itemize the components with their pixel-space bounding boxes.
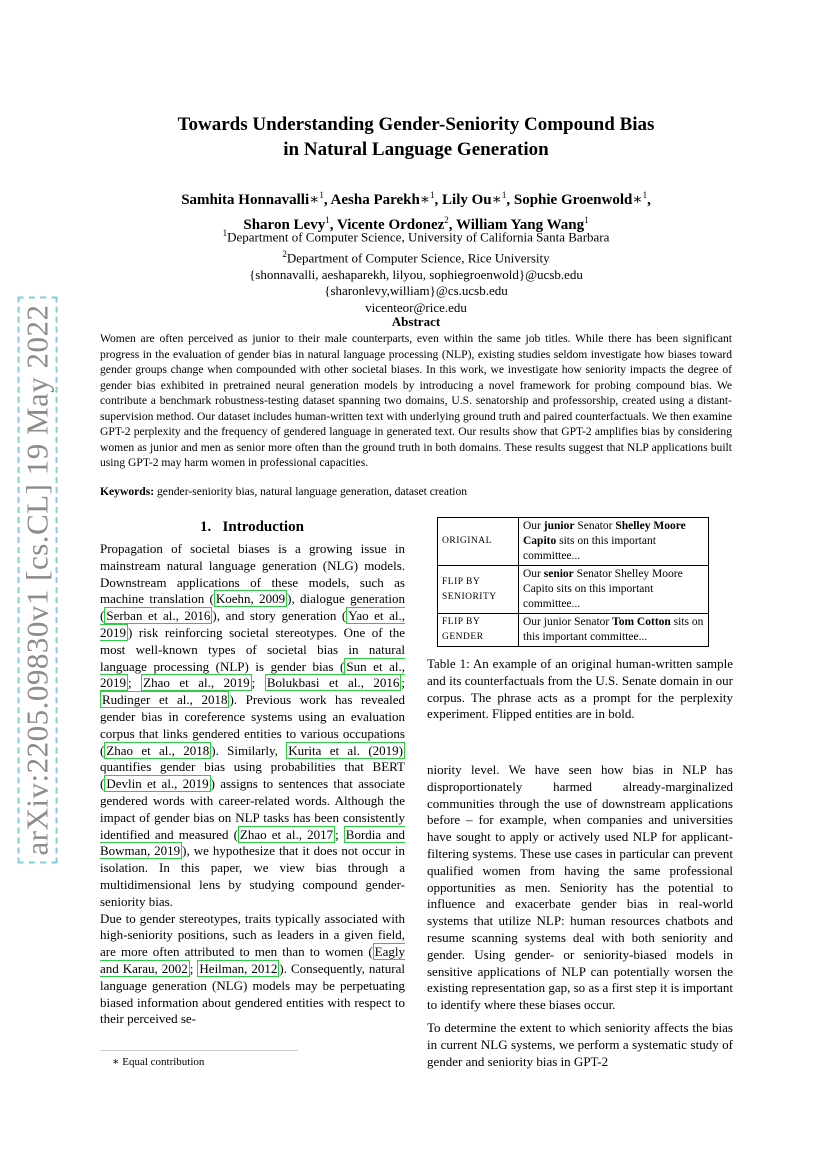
body-text: ), dialogue generation ( (100, 591, 405, 624)
author-name: Aesha Parekh (330, 192, 420, 208)
affiliation-mark: 1 (584, 215, 589, 225)
author-name: Sophie Groenwold (513, 192, 633, 208)
body-text: ; (189, 960, 198, 976)
body-text: ; (335, 826, 344, 842)
affiliation-1: $^1$Department of Computer Science, University of California Santa Barbara (222, 228, 610, 245)
title-line-2: in Natural Language Generation (283, 139, 549, 160)
citation-link[interactable]: Bordia and Bowman, 2019 (100, 826, 405, 859)
section-heading: 1. Introduction (200, 519, 304, 535)
equal-contribution-mark: ∗ (491, 192, 502, 208)
body-text: ), we hypothesize that it does not occur in isolation. In this paper, we view bias through a multidimensional lens by studying compound gender-seniority bias. (100, 843, 405, 909)
right-column (427, 762, 733, 1076)
table-1 (437, 517, 709, 647)
author-line-2: Sharon Levy$^1$, Vicente Ordonez$^2$, William Yang Wang$^1$ (243, 215, 589, 233)
affiliation-mark: 1 (319, 190, 324, 200)
arxiv-identifier: arXiv:2205.09830v1 [cs.CL] 19 May 2022 (16, 322, 60, 838)
right-paragraph-2: To determine the extent to which seniority affects the bias in current NLG systems, we perform a systematic study of gender and seniority bias in GPT-2 (427, 1019, 733, 1069)
body-text: ). Similarly, (211, 742, 287, 758)
table-row-text (519, 614, 709, 647)
intro-paragraph-2 (100, 911, 405, 1029)
citation-link[interactable]: Devlin et al., 2019 (106, 776, 209, 792)
table-row-label: FLIP BY SENIORITY (438, 566, 519, 614)
citation-link[interactable]: Koehn, 2009 (215, 591, 286, 607)
affiliation-mark: 2 (444, 215, 449, 225)
affiliation-mark: 1 (642, 190, 648, 200)
body-text: ) assigns to sentences that associate gendered words with career-related words. Although the impact of gender bias on NLP tasks has been consistently identified and measured ( (100, 776, 405, 842)
citation-link[interactable]: Zhao et al., 2018 (106, 742, 210, 758)
affiliation-2: $^2$Department of Computer Science, Rice University (282, 248, 550, 266)
body-text: ; (251, 675, 265, 691)
table-text: sits on this important committee... (523, 535, 656, 562)
abstract-heading: Abstract (391, 314, 441, 329)
body-text: quantifies gender bias using probabilities that BERT ( (100, 759, 405, 792)
title-line-1: Towards Understanding Gender-Seniority Compound Bias (177, 114, 655, 135)
table-row (438, 614, 709, 647)
flipped-entity: Tom Cotton (612, 616, 671, 628)
table-row-label: FLIP BY GENDER (438, 614, 519, 647)
affiliation-mark: 1 (325, 215, 330, 225)
flipped-entity: senior (543, 568, 574, 580)
citation-link[interactable]: Sun et al., 2019 (100, 658, 405, 691)
keywords-text: gender-seniority bias, natural language generation, dataset creation (154, 485, 468, 498)
author-line-1: Samhita Honnavalli∗$^1$, Aesha Parekh∗$^1$, Lily Ou∗$^1$, Sophie Groenwold∗$^1$, (181, 190, 651, 208)
table-row-label: ORIGINAL (438, 518, 519, 566)
equal-contribution-mark: ∗ (419, 192, 431, 208)
author-name: Lily Ou (442, 192, 492, 208)
body-text: ). Previous work has revealed gender bias in coreference systems using an evaluation corpus that links gendered entities to various occupations ( (100, 692, 405, 758)
citation-link[interactable]: Zhao et al., 2017 (239, 826, 334, 842)
body-text: ; (128, 675, 142, 691)
body-text: ) risk reinforcing societal stereotypes. One of the most well-known types of societal bias in natural language processing (NLP) is gender bias ( (100, 624, 405, 674)
table-text: Senator Shelley Moore Capito sits on this important committee... (523, 568, 683, 610)
email-line-1: {shonnavalli, aeshaparekh, lilyou, sophiegroenwold}@ucsb.edu (249, 266, 583, 282)
body-text: ), and story generation ( (212, 608, 347, 624)
citation-link[interactable]: Serban et al., 2016 (106, 608, 211, 624)
email-line-3: vicenteor@rice.edu (365, 299, 467, 315)
author-name: Samhita Honnavalli (181, 192, 310, 208)
right-paragraph-1: niority level. We have seen how bias in NLP has disproportionately harmed already-marginalized communities through the use of downstream applications before – for example, when companies and universities have sought to apply or actively used NLP for applicant-filtering systems. These use cases in particular can prevent qualified women from having the same professional opportunities as men. Seniority has the potential to influence and exacerbate gender bias in real-world systems that utilize NLP: human resources chatbots and resume scanning systems deal with both seniority and gender. Using gender- or seniority-biased models in sensitive applications of NLP can potentially worsen the existing representation gap, so as a first step it is important to identify where these biases occur. (427, 762, 733, 1013)
citation-link[interactable]: Kurita et al. (2019) (288, 742, 404, 758)
author-name: Vicente Ordonez (336, 217, 445, 233)
body-text: ; (401, 675, 405, 691)
table-text: Our (523, 520, 544, 532)
abstract-text: Women are often perceived as junior to their male counterparts, even within the same job titles. While there has been significant progress in the evaluation of gender bias in natural language processing (NLP), existing studies seldom investigate how biases toward gender groups change when compounded with other societal biases. In this work, we investigate how seniority impacts the degree of gender bias exhibited in pretrained neural generation models by introducing a novel framework for probing compound bias. We contribute a benchmark robustness-testing dataset spanning two domains, U.S. senatorship and professorship, created using a distant-supervision method. Our dataset includes human-written text with underlying ground truth and paired counterfactuals. We then examine GPT-2 perplexity and the frequency of gendered language in generated text. Our results show that GPT-2 amplifies bias by considering women as junior and men as senior more often than the ground truth in both domains. These results suggest that NLP applications built using GPT-2 may harm women in professional capacities. (100, 332, 732, 469)
table-text: sits on this important committee... (523, 616, 704, 643)
table-row (438, 518, 709, 566)
intro-paragraph-1 (100, 541, 405, 911)
citation-link[interactable]: Bolukbasi et al., 2016 (266, 675, 400, 691)
table-text: Senator (574, 520, 616, 532)
table-text: Our junior Senator (523, 616, 613, 628)
author-name: William Yang Wang (456, 217, 585, 233)
email-line-2: {sharonlevy,william}@cs.ucsb.edu (324, 283, 508, 299)
table-caption: Table 1: An example of an original human-written sample and its counterfactuals from the U.S. Senate domain in our corpus. The phrase acts as a prompt for the perplexity experiment. Flipped entities are in bold. (427, 656, 733, 722)
body-text: Propagation of societal biases is a growing issue in mainstream natural language generation (NLG) models. Downstream applications of these models, such as machine translation ( (100, 541, 405, 607)
citation-link[interactable]: Eagly and Karau, 2002 (100, 944, 405, 976)
body-text: ). Consequently, natural language generation (NLG) models may be perpetuating biased information about gendered entities with respect to their perceived se- (100, 960, 405, 1027)
left-column (100, 541, 405, 1028)
table-text: Our (523, 568, 544, 580)
paper-title (100, 112, 732, 162)
affiliation-mark: 1 (501, 190, 507, 200)
citation-link[interactable]: Yao et al., 2019 (100, 608, 405, 640)
table-row-text (519, 518, 709, 566)
author-name: Sharon Levy (243, 217, 326, 233)
keywords (100, 485, 732, 498)
footnote-rule (100, 1050, 298, 1051)
flipped-entity: junior (543, 520, 575, 532)
equal-contribution-mark: ∗ (309, 192, 320, 208)
body-text: Due to gender stereotypes, traits typically associated with high-seniority positions, such as leaders in a given field, are more often attributed to men than to women ( (100, 910, 405, 960)
equal-contribution-mark: ∗ (632, 192, 643, 208)
citation-link[interactable]: Zhao et al., 2019 (143, 675, 250, 691)
table-row-text (519, 566, 709, 614)
footnote: ∗ Equal contribution (112, 1056, 205, 1068)
citation-link[interactable]: Heilman, 2012 (199, 960, 278, 976)
affiliations (100, 225, 732, 316)
table-row (438, 566, 709, 614)
citation-link[interactable]: Rudinger et al., 2018 (102, 692, 228, 708)
affiliation-mark: 1 (430, 190, 435, 200)
flipped-entity: Shelley Moore Capito (523, 520, 686, 547)
keywords-label: Keywords: (100, 485, 155, 498)
